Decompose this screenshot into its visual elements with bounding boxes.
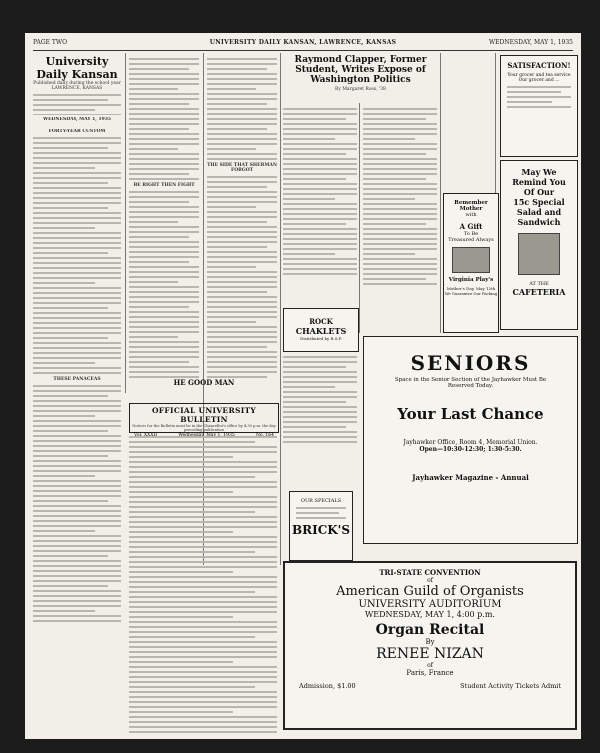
col3-text-1 bbox=[207, 58, 277, 160]
maywe-line2: Remind You bbox=[512, 177, 566, 187]
rock-chaklets-ad bbox=[283, 308, 359, 352]
organ-admission: Admission, $1.00 bbox=[299, 682, 356, 690]
organ-footer bbox=[285, 680, 575, 692]
remember-note: We Guarantee Our Packing bbox=[444, 291, 498, 296]
maywe-line3: Of Our bbox=[523, 187, 555, 197]
seniors-ad bbox=[363, 336, 578, 544]
maywe-place: CAFETERIA bbox=[512, 287, 566, 297]
bulletin-title: OFFICIAL UNIVERSITY BULLETIN bbox=[151, 406, 257, 424]
satisfaction-ad bbox=[500, 55, 578, 157]
bricks-sub: OUR SPECIALS bbox=[300, 498, 342, 504]
editorial-text-2 bbox=[33, 385, 121, 622]
maywe-line6: Sandwich bbox=[517, 217, 561, 227]
good-man-block bbox=[129, 378, 279, 396]
feature-headline: Raymond Clapper, Former Student, Writes Expose of Washington Politics bbox=[294, 55, 427, 85]
seniors-title: SENIORS bbox=[410, 351, 531, 375]
newspaper-page bbox=[25, 33, 581, 739]
bricks-ad bbox=[289, 491, 353, 561]
editorial-heading-2: THESE PANACEAS bbox=[53, 377, 101, 382]
mothers-day-ad bbox=[443, 193, 499, 333]
remember-day: Mother's Day, May 12th bbox=[446, 286, 496, 291]
satisfaction-lines bbox=[501, 86, 577, 108]
feature-headline-block bbox=[283, 55, 438, 101]
organ-line7: By bbox=[425, 638, 435, 646]
seniors-hours: Open—10:30-12:30; 1:30-5:30. bbox=[419, 446, 522, 453]
seniors-office: Jayhawker Office, Room 4, Memorial Union. bbox=[403, 439, 538, 446]
good-man-heading: HE GOOD MAN bbox=[173, 378, 235, 387]
bulletin-notices-text bbox=[129, 436, 277, 733]
column-rule-3 bbox=[280, 53, 281, 565]
page-header bbox=[33, 39, 573, 49]
organ-line9: of bbox=[427, 662, 433, 669]
masthead-title: University Daily Kansan bbox=[36, 55, 118, 81]
maywe-at: AT THE bbox=[529, 281, 549, 287]
paper-title: UNIVERSITY DAILY KANSAN, LAWRENCE, KANSAS bbox=[209, 39, 397, 46]
col2-text-2 bbox=[129, 191, 199, 378]
chaklets-line2: CHAKLETS bbox=[295, 326, 347, 336]
cafeteria-image bbox=[518, 233, 560, 275]
satisfaction-line1: Your grocer and tea service bbox=[507, 73, 571, 78]
remember-line2: with bbox=[465, 212, 477, 218]
organ-line2: of bbox=[427, 577, 433, 584]
seniors-mag: Jayhawker Magazine - Annual bbox=[412, 473, 529, 482]
column-2 bbox=[129, 55, 199, 400]
masthead-dateline-wrap bbox=[33, 117, 121, 122]
column-rule-1 bbox=[125, 53, 126, 393]
col2-text-1 bbox=[129, 58, 199, 180]
seniors-sub: Space in the Senior Section of the Jayhawker Must Be Reserved Today. bbox=[394, 377, 547, 389]
masthead-dateline: WEDNESDAY, MAY 1, 1935 bbox=[43, 117, 111, 122]
feature-text-left-2 bbox=[283, 353, 357, 453]
masthead-staff-text bbox=[33, 94, 121, 115]
column-3 bbox=[207, 55, 277, 400]
feature-lines-right bbox=[363, 108, 437, 285]
chaklets-line1: ROCK bbox=[309, 317, 333, 326]
cafeteria-ad bbox=[500, 160, 578, 330]
organ-line8: RENEE NIZAN bbox=[376, 646, 484, 662]
remember-line5: Treasured Always bbox=[448, 237, 494, 243]
organ-tickets: Student Activity Tickets Admit bbox=[460, 682, 561, 690]
official-bulletin-banner bbox=[129, 403, 279, 433]
editorial-text-1 bbox=[33, 137, 121, 374]
satisfaction-title: SATISFACTION! bbox=[507, 61, 571, 70]
masthead-place: LAWRENCE, KANSAS bbox=[51, 86, 103, 91]
organ-recital-ad bbox=[283, 561, 577, 730]
column-rule-4 bbox=[359, 103, 360, 333]
header-rule bbox=[33, 50, 573, 51]
organ-line6: Organ Recital bbox=[375, 622, 485, 638]
feature-text-right bbox=[363, 105, 437, 333]
masthead bbox=[33, 55, 121, 115]
maywe-line4: 15c Special bbox=[513, 197, 565, 207]
remember-line1: Remember Mother bbox=[454, 200, 488, 212]
bricks-lines bbox=[290, 507, 352, 519]
satisfaction-line2: Our grocer and ... bbox=[518, 78, 560, 83]
feature-lines-left bbox=[283, 108, 357, 275]
organ-line10: Paris, France bbox=[406, 669, 454, 677]
chaklets-sub: Distributed by R.S.P. bbox=[300, 336, 342, 341]
editorial-heading-1: FORTY-YEAR CUSTOM bbox=[48, 129, 106, 134]
page-label: PAGE TWO bbox=[33, 39, 67, 46]
feature-byline: By Margaret Ross, '38 bbox=[335, 87, 386, 92]
editorial-column bbox=[33, 129, 121, 729]
col3-text-2 bbox=[207, 176, 277, 378]
masthead-subtitle: Published daily during the school year bbox=[33, 81, 121, 86]
column-rule-5 bbox=[440, 53, 441, 333]
col3-heading: THE SIDE THAT SHERMAN FORGOT bbox=[207, 163, 277, 173]
organ-line4: UNIVERSITY AUDITORIUM bbox=[358, 599, 502, 610]
bricks-name: BRICK'S bbox=[291, 523, 351, 537]
organ-line1: TRI-STATE CONVENTION bbox=[379, 568, 481, 577]
feature-lines-left-2 bbox=[283, 356, 357, 443]
bulletin-notices bbox=[129, 433, 277, 733]
seniors-last: Your Last Chance bbox=[397, 405, 544, 423]
feature-text-left bbox=[283, 105, 357, 305]
maywe-line1: May We bbox=[521, 167, 557, 177]
issue-date: WEDNESDAY, MAY 1, 1935 bbox=[488, 39, 573, 46]
organ-line3: American Guild of Organists bbox=[336, 584, 524, 599]
remember-line4: To Be bbox=[463, 231, 479, 237]
col2-heading-1: BE RIGHT THEN FIGHT bbox=[133, 183, 195, 188]
organ-line5: WEDNESDAY, MAY 1, 4:00 p.m. bbox=[365, 610, 495, 619]
maywe-line5: Salad and bbox=[516, 207, 562, 217]
bulletin-subtitle: Notices for the Bulletin must be in the Chancellor's office by 4:30 p.m. the day preceding publication bbox=[132, 424, 276, 432]
remember-line3: A Gift bbox=[459, 222, 483, 231]
mothers-day-image bbox=[452, 247, 490, 273]
remember-brand: Virginia Play's bbox=[448, 277, 494, 283]
